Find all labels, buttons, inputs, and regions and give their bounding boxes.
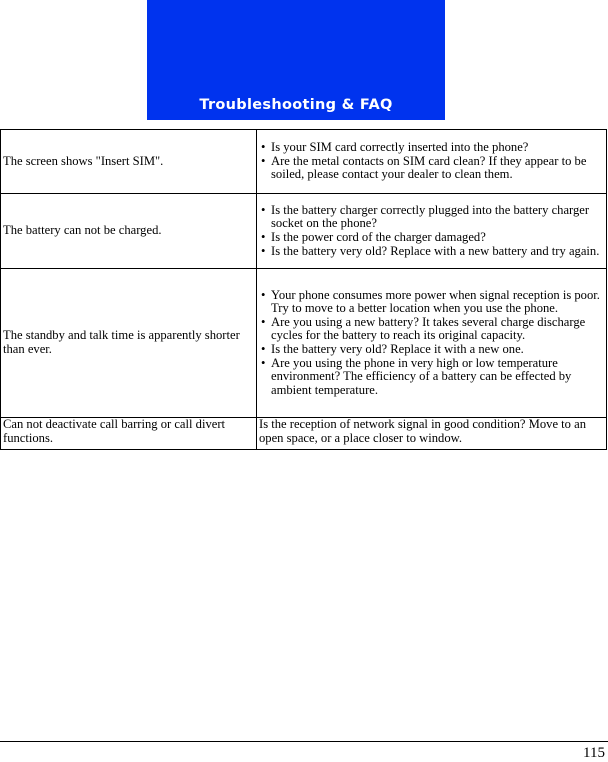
section-banner bbox=[147, 0, 445, 120]
problem-cell: The screen shows "Insert SIM". bbox=[1, 130, 257, 194]
solution-list bbox=[259, 204, 605, 258]
table-row bbox=[1, 130, 607, 194]
faq-table bbox=[0, 129, 607, 450]
problem-cell: The battery can not be charged. bbox=[1, 194, 257, 269]
solution-cell bbox=[257, 130, 607, 194]
solution-item: • Are the metal contacts on SIM card clean? If they appear to be soiled, please contact your dealer to clean them. bbox=[259, 155, 605, 182]
solution-item: • Is your SIM card correctly inserted into the phone? bbox=[259, 141, 605, 155]
solution-item: • Is the power cord of the charger damaged? bbox=[259, 231, 605, 245]
table-row bbox=[1, 194, 607, 269]
solution-item: • Are you using a new battery? It takes several charge discharge cycles for the battery to reach its original capacity. bbox=[259, 316, 605, 343]
footer-divider bbox=[0, 741, 608, 742]
solution-cell bbox=[257, 194, 607, 269]
solution-item: • Your phone consumes more power when signal reception is poor. Try to move to a better location when you use the phone. bbox=[259, 289, 605, 316]
solution-cell bbox=[257, 269, 607, 418]
table-row bbox=[1, 269, 607, 418]
section-title: Troubleshooting & FAQ bbox=[199, 97, 393, 113]
table-row bbox=[1, 418, 607, 450]
solution-list bbox=[259, 289, 605, 398]
solution-item: • Are you using the phone in very high or low temperature environment? The efficiency of a battery can be effected by ambient temperature. bbox=[259, 357, 605, 398]
problem-cell: The standby and talk time is apparently shorter than ever. bbox=[1, 269, 257, 418]
problem-cell: Can not deactivate call barring or call divert functions. bbox=[1, 418, 257, 450]
solution-item: • Is the battery charger correctly plugged into the battery charger socket on the phone? bbox=[259, 204, 605, 231]
solution-list bbox=[259, 141, 605, 182]
solution-item: • Is the battery very old? Replace with a new battery and try again. bbox=[259, 245, 605, 259]
solution-cell: Is the reception of network signal in good condition? Move to an open space, or a place closer to window. bbox=[257, 418, 607, 450]
page-number: 115 bbox=[583, 745, 605, 761]
solution-item: • Is the battery very old? Replace it with a new one. bbox=[259, 343, 605, 357]
